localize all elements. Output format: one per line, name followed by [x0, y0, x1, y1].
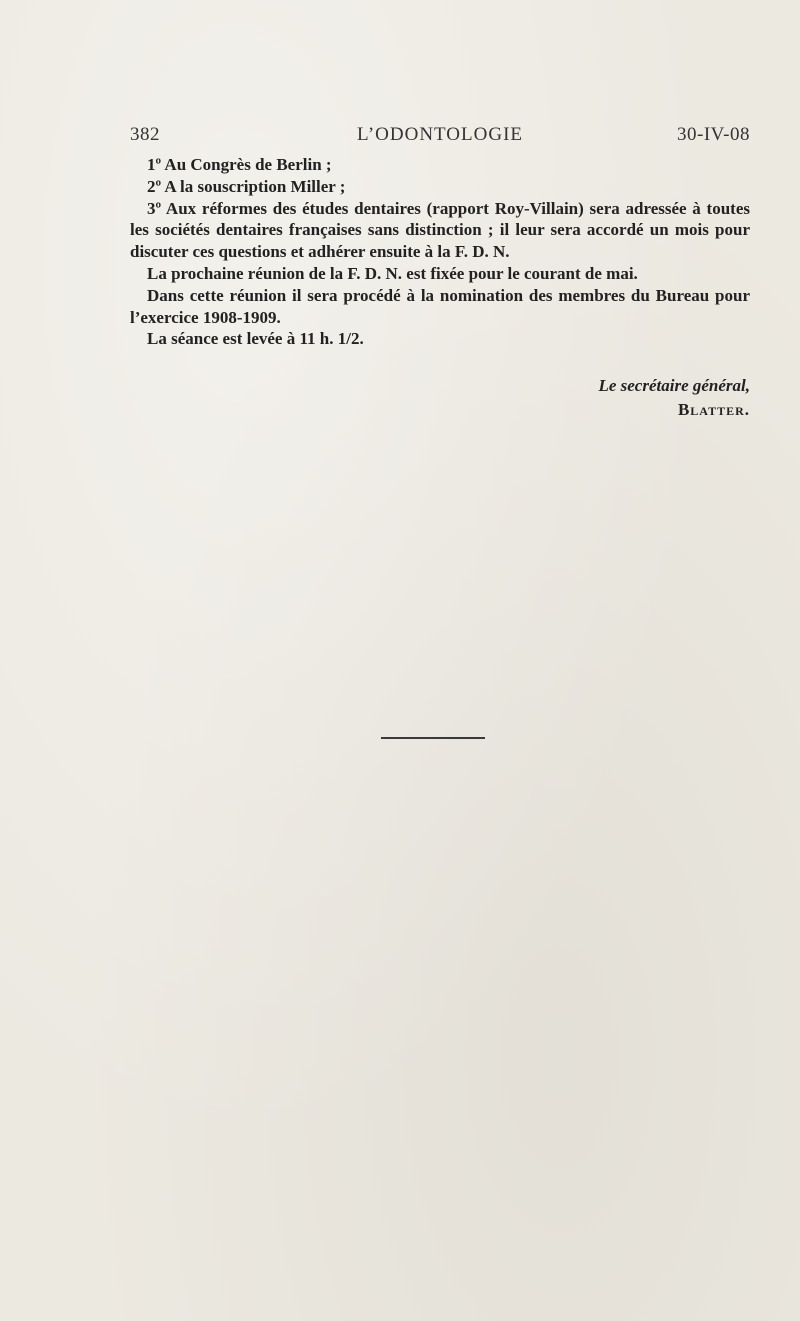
paragraph-closing: La séance est levée à 11 h. 1/2.: [147, 329, 364, 349]
page-header: [130, 124, 750, 154]
list-item-congress: 1º Au Congrès de Berlin ;: [147, 155, 332, 174]
signature-role: Le secrétaire général,: [598, 376, 750, 395]
paragraph-next-meeting: La prochaine réunion de la F. D. N. est fixée pour le courant de mai.: [147, 263, 638, 283]
body-text: [130, 154, 750, 350]
issue-date: 30-IV-08: [677, 124, 750, 145]
list-item-subscription: 2º A la souscription Miller ;: [147, 176, 346, 196]
signature-name: Blatter.: [677, 400, 750, 419]
signature-block: [598, 374, 750, 422]
section-divider: [381, 737, 485, 739]
list-item-reforms: 3º Aux réformes des études dentaires (rapport Roy-Villain) sera adressée à toutes les sociétés dentaires françaises sans distinction ; il leur sera accordé un mois pour discuter ces questions et adhérer ensuite à la F. D. N.: [130, 198, 750, 262]
running-title: L’ODONTOLOGIE: [356, 124, 524, 145]
page-number: 382: [130, 124, 160, 145]
paragraph-nomination: Dans cette réunion il sera procédé à la nomination des membres du Bureau pour l’exercice 1908-1909.: [130, 285, 750, 327]
